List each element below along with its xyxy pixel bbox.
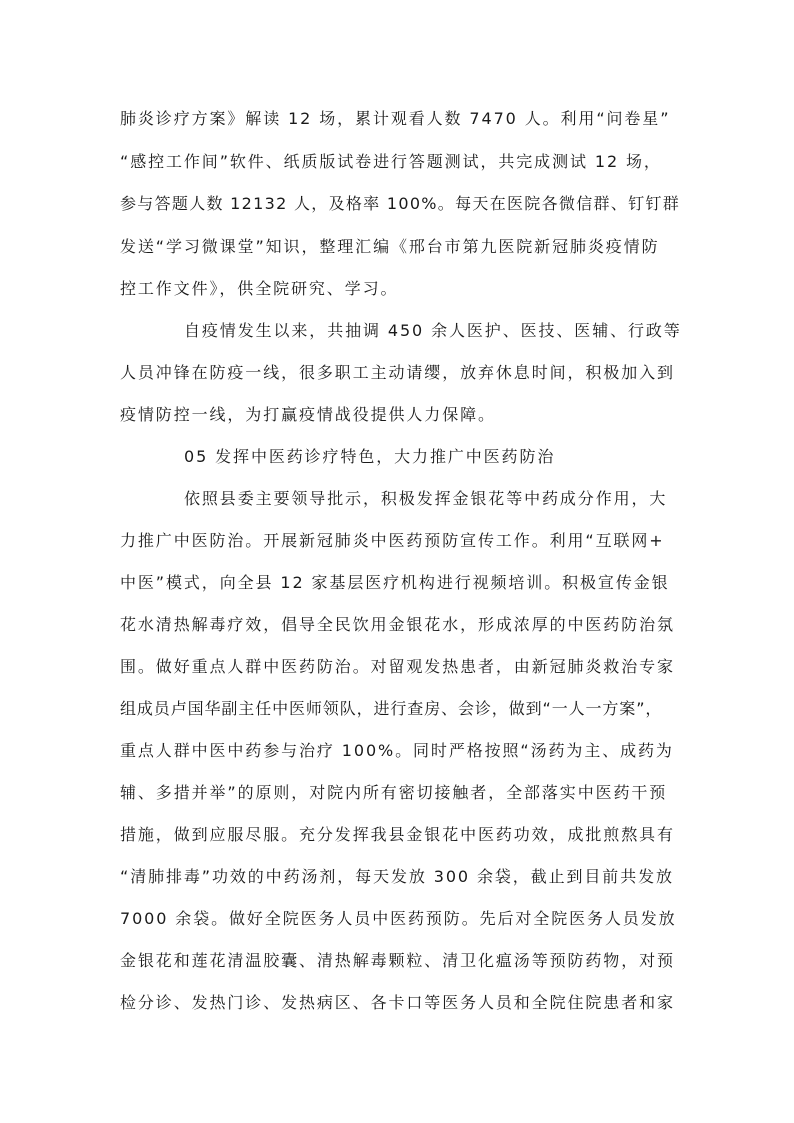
text-line: 发送“学习微课堂”知识，整理汇编《邢台市第九医院新冠肺炎疫情防 [120, 237, 660, 256]
text-line: 疫情防控一线，为打赢疫情战役提供人力保障。 [120, 405, 496, 424]
text-line: 组成员卢国华副主任中医师领队，进行查房、会诊，做到“一人一方案”， [120, 699, 663, 718]
text-line: 力推广中医防治。开展新冠肺炎中医药预防宣传工作。利用“互联网+ [120, 531, 665, 550]
text-line: 检分诊、发热门诊、发热病区、各卡口等医务人员和全院住院患者和家 [120, 993, 675, 1012]
text-line: 金银花和莲花清温胶囊、清热解毒颗粒、清卫化瘟汤等预防药物，对预 [120, 951, 675, 970]
text-line: 中医”模式，向全县 12 家基层医疗机构进行视频培训。积极宣传金银 [120, 573, 670, 592]
text-line: 人员冲锋在防疫一线，很多职工主动请缨，放弃休息时间，积极加入到 [120, 363, 675, 382]
text-line: 花水清热解毒疗效，倡导全民饮用金银花水，形成浓厚的中医药防治氛 [120, 615, 675, 634]
paragraph-first-line: 依照县委主要领导批示，积极发挥金银花等中药成分作用，大 [184, 489, 668, 508]
text-line: “清肺排毒”功效的中药汤剂，每天发放 300 余袋，截止到目前共发放 [120, 867, 674, 886]
text-line: 辅、多措并举”的原则，对院内所有密切接触者，全部落实中医药干预 [120, 783, 668, 802]
text-line: “感控工作间”软件、纸质版试卷进行答题测试，共完成测试 12 场， [120, 152, 662, 171]
text-line: 7000 余袋。做好全院医务人员中医药预防。先后对全院医务人员发放 [120, 909, 677, 928]
text-line: 参与答题人数 12132 人，及格率 100%。每天在医院各微信群、钉钉群 [120, 194, 680, 213]
text-line: 重点人群中医中药参与治疗 100%。同时严格按照“汤药为主、成药为 [120, 741, 674, 760]
text-line: 措施，做到应服尽服。充分发挥我县金银花中医药功效，成批煎熬具有 [120, 825, 675, 844]
text-line: 肺炎诊疗方案》解读 12 场，累计观看人数 7470 人。利用“问卷星” [120, 109, 671, 128]
paragraph-first-line: 自疫情发生以来，共抽调 450 余人医护、医技、医辅、行政等 [184, 321, 682, 340]
section-heading: 05 发挥中医药诊疗特色，大力推广中医药防治 [184, 447, 556, 466]
text-line: 围。做好重点人群中医药防治。对留观发热患者，由新冠肺炎救治专家 [120, 657, 675, 676]
text-line: 控工作文件》，供全院研究、学习。 [120, 279, 399, 298]
